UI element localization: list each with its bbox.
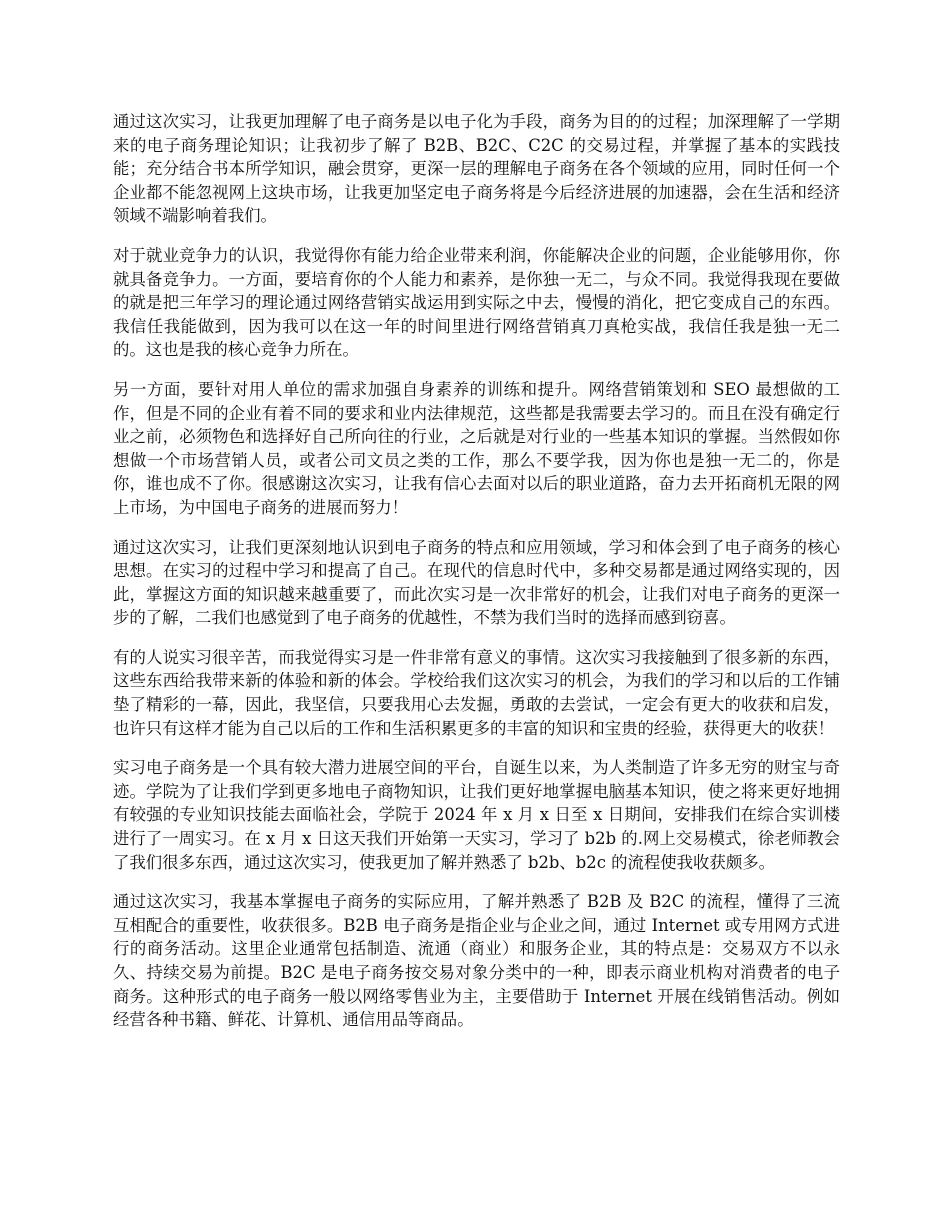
paragraph-3: 另一方面，要针对用人单位的需求加强自身素养的训练和提升。网络营销策划和 SEO 最想做的工作，但是不同的企业有着不同的要求和业内法律规范，这些都是我需要去学习的。而且在没有确定行业之前，必须物色和选择好自己所向往的行业，之后就是对行业的一些基本知识的掌握。当然假如你想做一个市场营销人员，或者公司文员之类的工作，那么不要学我，因为你也是独一无二的，你是你，谁也成不了你。很感谢这次实习，让我有信心去面对以后的职业道路，奋力去开拓商机无限的网上市场，为中国电子商务的进展而努力！ bbox=[113, 379, 840, 517]
paragraph-2: 对于就业竞争力的认识，我觉得你有能力给企业带来利润，你能解决企业的问题，企业能够用你，你就具备竞争力。一方面，要培育你的个人能力和素养，是你独一无二，与众不同。我觉得我现在要做的就是把三年学习的理论通过网络营销实战运用到实际之中去，慢慢的消化，把它变成自己的东西。我信任我能做到，因为我可以在这一年的时间里进行网络营销真刀真枪实战，我信任我是独一无二的。这也是我的核心竞争力所在。 bbox=[113, 245, 840, 360]
paragraph-6: 实习电子商务是一个具有较大潜力进展空间的平台，自诞生以来，为人类制造了许多无穷的财宝与奇迹。学院为了让我们学到更多地电子商物知识，让我们更好地掌握电脑基本知识，使之将来更好地拥有较强的专业知识技能去面临社会，学院于 2024 年 x 月 x 日至 x 日期间，安排我们在综合实训楼进行了一周实习。在 x 月 x 日这天我们开始第一天实习，学习了 b2b 的.网上交易模式，徐老师教会了我们很多东西，通过这次实习，使我更加了解并熟悉了 b2b、b2c 的流程使我收获颇多。 bbox=[113, 758, 840, 872]
paragraph-5: 有的人说实习很辛苦，而我觉得实习是一件非常有意义的事情。这次实习我接触到了很多新的东西，这些东西给我带来新的体验和新的体会。学校给我们这次实习的机会，为我们的学习和以后的工作铺垫了精彩的一幕，因此，我坚信，只要我用心去发掘，勇敢的去尝试，一定会有更大的收获和启发，也许只有这样才能为自己以后的工作和生活积累更多的丰富的知识和宝贵的经验，获得更大的收获！ bbox=[113, 647, 840, 738]
paragraph-1: 通过这次实习，让我更加理解了电子商务是以电子化为手段，商务为目的的过程；加深理解了一学期来的电子商务理论知识；让我初步了解了 B2B、B2C、C2C 的交易过程，并掌握了基本的实践技能；充分结合书本所学知识，融会贯穿，更深一层的理解电子商务在各个领域的应用，同时任何一个企业都不能忽视网上这块市场，让我更加坚定电子商务将是今后经济进展的加速器，会在生活和经济领域不端影响着我们。 bbox=[113, 112, 840, 226]
paragraph-4: 通过这次实习，让我们更深刻地认识到电子商务的特点和应用领域，学习和体会到了电子商务的核心思想。在实习的过程中学习和提高了自己。在现代的信息时代中，多种交易都是通过网络实现的，因此，掌握这方面的知识越来越重要了，而此次实习是一次非常好的机会，让我们对电子商务的更深一步的了解，二我们也感觉到了电子商务的优越性，不禁为我们当时的选择而感到窃喜。 bbox=[113, 537, 840, 628]
paragraph-7: 通过这次实习，我基本掌握电子商务的实际应用，了解并熟悉了 B2B 及 B2C 的流程，懂得了三流互相配合的重要性，收获很多。B2B 电子商务是指企业与企业之间，通过 Internet 或专用网方式进行的商务活动。这里企业通常包括制造、流通（商业）和服务企业，其的特点是：交易双方不以永久、持续交易为前提。B2C 是电子商务按交易对象分类中的一种，即表示商业机构对消费者的电子商务。这种形式的电子商务一般以网络零售业为主，主要借助于 Internet 开展在线销售活动。例如经营各种书籍、鲜花、计算机、通信用品等商品。 bbox=[113, 892, 840, 1030]
document-page bbox=[113, 110, 840, 1048]
